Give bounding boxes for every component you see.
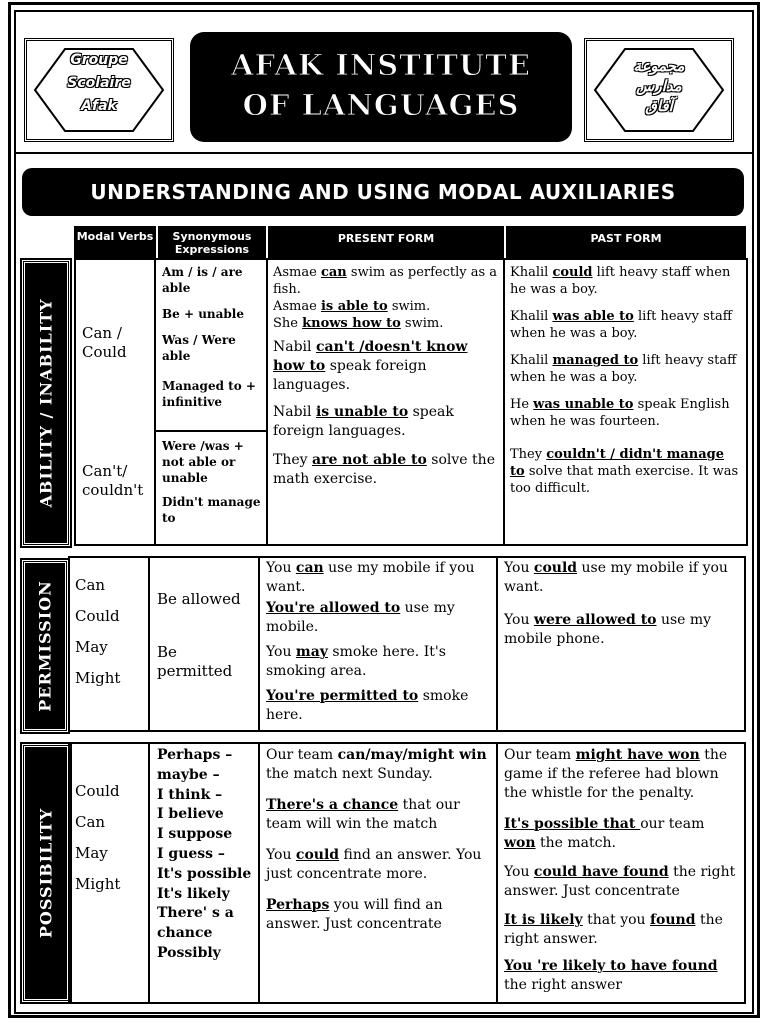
syn-item: Perhaps – xyxy=(157,747,233,763)
modal-item: Could xyxy=(75,782,120,800)
modal-item: Might xyxy=(75,875,121,893)
ability-syn-bottom xyxy=(162,438,262,532)
possibility-present: Our team can/may/might win the match next Sunday. There's a chance that our team will win the match You could find an answer. You just concentrate more. Perhaps you will find an answer. Just concentrate xyxy=(266,747,487,932)
syn-item: Be permitted xyxy=(157,643,233,680)
section-label-permission: PERMISSION xyxy=(22,560,68,732)
ability-modal-can: Can / Could xyxy=(82,324,127,361)
syn-item: Possibly xyxy=(157,944,221,961)
logo-left xyxy=(24,38,174,142)
logo-right xyxy=(584,38,734,142)
divider xyxy=(258,556,260,732)
permission-past: You could use my mobile if you want. You were allowed to use my mobile phone. xyxy=(504,560,728,647)
section-label-ability: ABILITY / INABILITY xyxy=(22,260,70,546)
divider xyxy=(496,556,498,732)
modal-item: May xyxy=(75,638,108,656)
permission-syn xyxy=(157,590,253,681)
logo-right-line2: مدارس xyxy=(636,77,682,95)
logo-left-line3: Afak xyxy=(81,98,117,114)
colhead-synonymous: Synonymous Expressions xyxy=(156,226,266,258)
syn-item: Am / is / are able xyxy=(162,265,243,295)
syn-item: Be + unable xyxy=(162,307,244,321)
ability-modal-cant: Can't/ couldn't xyxy=(82,462,144,499)
divider xyxy=(154,430,267,432)
syn-item: There' s a xyxy=(157,905,234,922)
divider xyxy=(496,742,498,1004)
possibility-syn xyxy=(157,746,255,964)
ability-past: Khalil could lift heavy staff when he was a boy. Khalil was able to lift heavy staff when he was a boy. Khalil managed to lift heavy staff when he was a boy. He was unable to speak English when he was fourteen. They couldn't / didn't manage to solve that math exercise. It was too difficult. xyxy=(510,265,739,496)
modal-item: Might xyxy=(75,669,121,687)
syn-item: Was / Were able xyxy=(162,333,236,363)
topic-banner-text: UNDERSTANDING AND USING MODAL AUXILIARIES xyxy=(90,180,676,204)
divider xyxy=(148,556,150,732)
modal-item: Could xyxy=(75,607,120,625)
colhead-past: PAST FORM xyxy=(504,226,746,258)
ability-syn-top xyxy=(162,264,262,416)
syn-item: I think – xyxy=(157,786,223,803)
title-line-2: OF LANGUAGES xyxy=(242,88,520,122)
logo-right-line3: آفاق xyxy=(645,97,673,115)
syn-item: Were /was + not able or unable xyxy=(162,439,244,485)
modal-item: Can xyxy=(75,813,106,831)
divider xyxy=(154,258,156,546)
divider xyxy=(148,742,150,1004)
title-line-1: AFAK INSTITUTE xyxy=(231,48,531,82)
section-label-possibility: POSSIBILITY xyxy=(22,744,70,1002)
possibility-past: Our team might have won the game if the referee had blown the whistle for the penalty. It's possible that our team won the match. You could have found the right answer. Just concentrate It is likely that you found the right answer. You 're likely to have found the right answer xyxy=(504,747,736,993)
logo-left-line1: Groupe xyxy=(70,52,128,68)
permission-present: You can use my mobile if you want. You're allowed to use my mobile. You may smoke here. It's smoking area. You're permitted to smoke here. xyxy=(266,560,475,723)
title-box xyxy=(190,32,572,142)
syn-item: chance xyxy=(157,925,213,942)
syn-item: Didn't manage to xyxy=(162,495,261,525)
syn-item: Be allowed xyxy=(157,590,241,608)
syn-item: maybe – xyxy=(157,766,220,783)
logo-left-line2: Scolaire xyxy=(67,75,131,91)
syn-item: Managed to + infinitive xyxy=(162,379,256,409)
logo-right-line1: مجموعة xyxy=(633,57,685,75)
syn-item: I suppose xyxy=(157,826,233,843)
ability-present: Asmae can swim as perfectly as a fish. Asmae is able to swim. She knows how to swim. Nabil can't /doesn't know how to speak foreign languages. Nabil is unable to speak foreign languages. They are not able to solve the math exercise. xyxy=(273,265,498,487)
modal-item: Can xyxy=(75,576,106,594)
modal-item: May xyxy=(75,844,108,862)
colhead-modal-verbs: Modal Verbs xyxy=(74,226,156,258)
divider xyxy=(258,742,260,1004)
colhead-present: PRESENT FORM xyxy=(266,226,504,258)
divider xyxy=(503,258,505,546)
syn-item: I guess – xyxy=(157,845,225,862)
possibility-modals xyxy=(75,776,145,900)
syn-item: It's likely xyxy=(157,885,230,902)
topic-banner xyxy=(22,168,744,216)
syn-item: It's possible xyxy=(157,865,252,882)
syn-item: I believe xyxy=(157,806,224,823)
divider xyxy=(266,258,268,546)
permission-modals xyxy=(75,570,145,694)
